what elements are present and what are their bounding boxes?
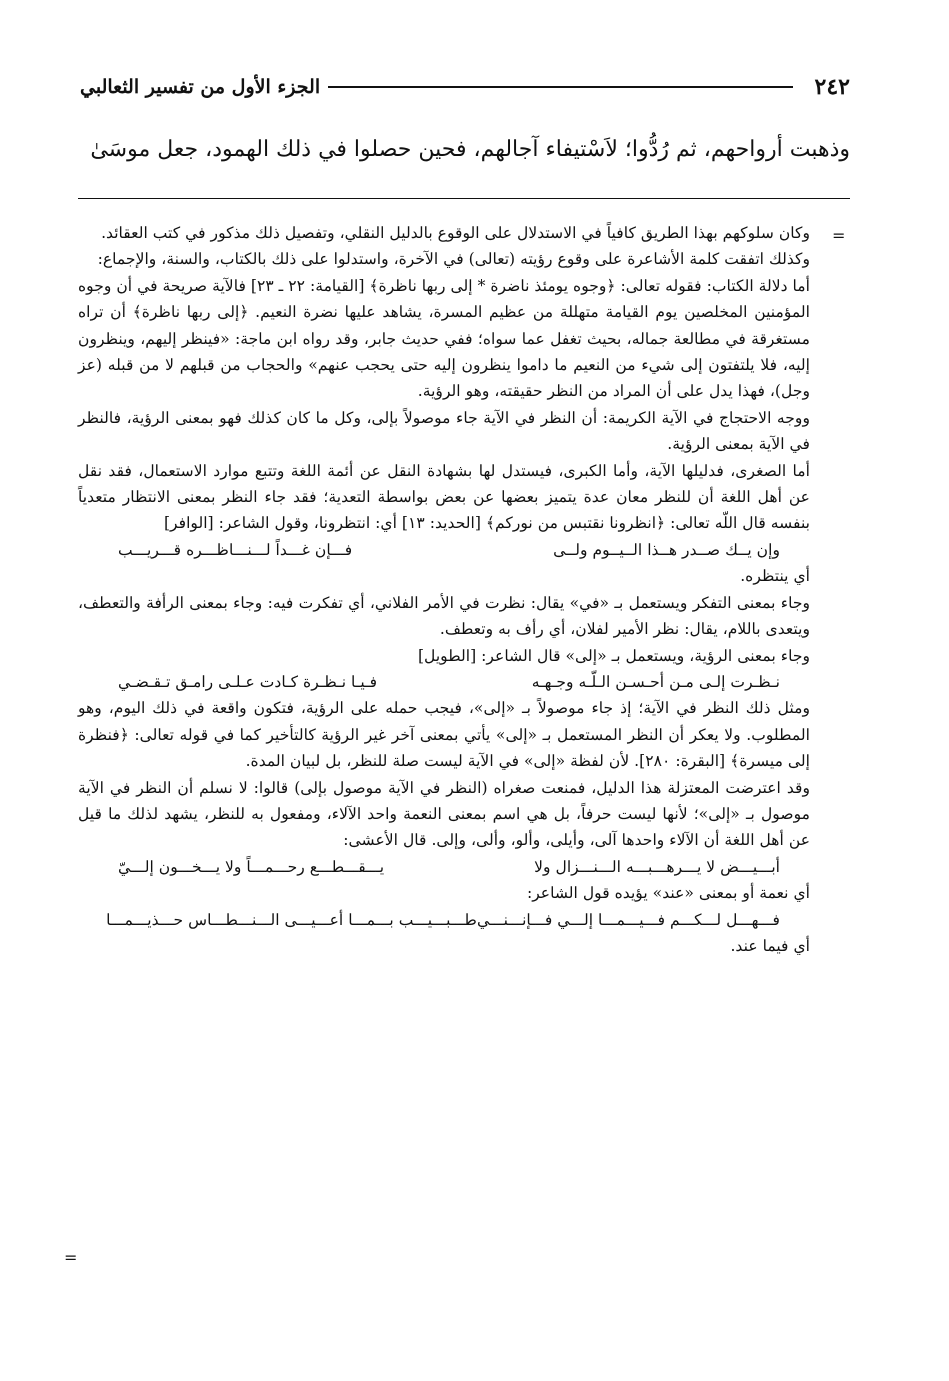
verse-explanation: أي فيما عند. xyxy=(730,936,810,955)
page-number: ٢٤٢ xyxy=(814,74,850,100)
footnote-paragraph: وكذلك اتفقت كلمة الأشاعرة على وقوع رؤيته (تعالى) في الآخرة، واستدلوا على ذلك بالكتاب، والسنة، والإجماع: xyxy=(97,250,810,269)
footnote-continues-marker: = xyxy=(64,1248,78,1267)
poetry-verse xyxy=(78,907,810,933)
footnote-paragraph: وكان سلوكهم بهذا الطريق كافياً في الاستدلال على الوقوع بالدليل النقلي، وتفصيل ذلك مذكور في كتب العقائد. xyxy=(101,224,810,242)
page-header xyxy=(80,70,850,104)
verse-second-hemistich: فـــإن غـــداً لـــنـــاظـــره قـــريـــب xyxy=(118,540,353,559)
footnote-paragraph: وجاء بمعنى التفكر ويستعمل بـ «في» يقال: نظرت في الأمر الفلاني، أي تفكرت فيه: وجاء بمعنى الرأفة والتعطف، ويتعدى باللام، يقال: نظر الأمير لفلان، أي رأف به وتعطف. xyxy=(78,593,810,639)
verse-first-hemistich: وإن يــك صــدر هــذا الــيــوم ولــى xyxy=(553,540,780,559)
verse-first-hemistich: نـظـرت إلـى مـن أحـسـن الـلّـه وجـهـه xyxy=(531,672,780,691)
footnote-paragraph: ومثل ذلك النظر في الآية؛ إذ جاء موصولاً بـ «إلى»، فيجب حمله على الرؤية، فتكون واقعة في ذلك اليوم، وهو المطلوب. ولا يعكر أن النظر المستعمل بـ «إلى» يأتي بمعنى آخر غير الرؤية كالتأخير كما في قوله تعالى: ﴿فنظرة إلى ميسرة﴾ [البقرة: ٢٨٠]. لأن لفظة «إلى» في الآية ليست صلة للنظر، بل لبيان المدة. xyxy=(78,699,810,771)
verse-explanation: أي نعمة أو بمعنى «عند» يؤيده قول الشاعر: xyxy=(526,884,810,903)
verse-first-hemistich: فـــهـــل لـــكـــم فـــيـــمـــا إلـــي فـــإنـــنـــي xyxy=(476,910,780,929)
header-rule xyxy=(328,86,792,88)
footnote-block xyxy=(78,220,810,959)
footnote-paragraph: وجاء بمعنى الرؤية، ويستعمل بـ «إلى» قال الشاعر: [الطويل] xyxy=(417,646,810,665)
poetry-verse xyxy=(78,854,810,880)
footnote-separator xyxy=(78,198,850,199)
verse-second-hemistich: طـــبـــيـــب بـــمـــا أعـــيـــى الـــنـــطـــاس حـــذيـــمـــا xyxy=(106,910,477,929)
verse-first-hemistich: أبـــيـــض لا يـــرهـــبـــه الـــنـــزال ولا xyxy=(534,857,780,876)
verse-explanation: أي ينتظره. xyxy=(740,567,810,586)
footnote-continuation-marker: = xyxy=(832,226,846,245)
main-text: وذهبت أرواحهم، ثم رُدُّوا؛ لاَسْتيفاء آجالهم، فحين حصلوا في ذلك الهمود، جعل موسَىٰ xyxy=(90,137,850,162)
poetry-verse xyxy=(78,669,810,695)
footnote-paragraph: ووجه الاحتجاج في الآية الكريمة: أن النظر في الآية جاء موصولاً بإلى، وكل ما كان كذلك فهو بمعنى الرؤية، فالنظر في الآية بمعنى الرؤية. xyxy=(78,408,810,454)
footnote-paragraph: أما دلالة الكتاب: فقوله تعالى: ﴿وجوه يومئذ ناضرة * إلى ربها ناظرة﴾ [القيامة: ٢٢ ـ ٢٣] فالآية صريحة في أن وجوه المؤمنين المخلصين يوم القيامة متهللة من عظيم المسرة، يشاهد عليها نضرة النعيم. ﴿إلى ربها ناظرة﴾ أن تراه مستغرقة في مطالعة جماله، بحيث تغفل عما سواه؛ ففي حديث جابر، وقد رواه ابن ماجة: «فينظر إليهم، وينظرون إليه، فلا يلتفتون إلى شيء من النعيم ما داموا ينظرون إليه حتى يحجب عنهم» والحجاب من قبلهم لا من قبله (عز وجل)، فهذا يدل على أن المراد من النظر حقيقته، وهو الرؤية. xyxy=(78,276,810,401)
verse-second-hemistich: يـــقـــطـــع رحـــمـــاً ولا يـــخـــون إلـــيّ xyxy=(118,857,385,876)
verse-second-hemistich: فـيـا نـظـرة كـادت عـلـى رامـق تـقـضـي xyxy=(118,672,378,691)
running-title: الجزء الأول من تفسير الثعالبي xyxy=(80,76,321,98)
poetry-verse xyxy=(78,537,810,563)
footnote-paragraph: أما الصغرى، فدليلها الآية، وأما الكبرى، فيستدل لها بشهادة النقل عن أئمة اللغة وتتبع موارد الاستعمال، فقد نقل عن أهل اللغة أن للنظر معان عدة يتميز بعضها عن بعض بواسطة التعدية؛ فقد جاء النظر بمعنى الانتظار متعدياً بنفسه قال اللّه تعالى: ﴿انظرونا نقتبس من نوركم﴾ [الحديد: ١٣] أي: انتظرونا، وقول الشاعر: [الوافر] xyxy=(78,461,810,533)
footnote-paragraph: وقد اعترضت المعتزلة هذا الدليل، فمنعت صغراه (النظر في الآية موصول بإلى) قالوا: لا نسلم أن النظر في الآية موصول بـ «إلى»؛ لأنها ليست حرفاً، بل هي اسم بمعنى النعمة واحد الآلاء، ومفعول به للنظر، يشهد لذلك ما قيل عن أهل اللغة أن الآلاء واحدها آلى، وأيلى، وألو، وألى، وإلى. قال الأعشى: xyxy=(78,778,810,850)
